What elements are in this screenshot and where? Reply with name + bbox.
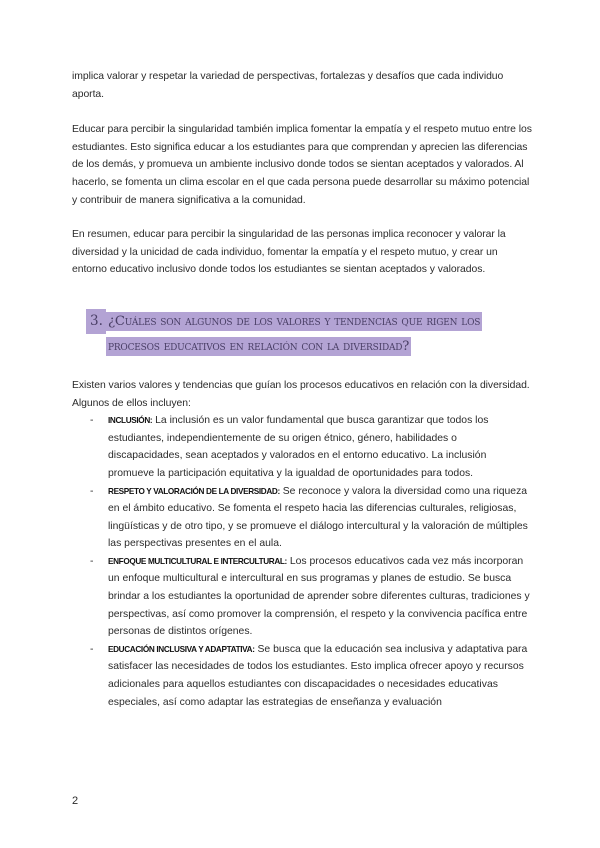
section-heading xyxy=(86,309,510,359)
bullet-dash: - xyxy=(90,415,94,427)
list-item-term: ENFOQUE MULTICULTURAL E INTERCULTURAL: xyxy=(108,556,287,566)
section-number: 3. xyxy=(86,309,106,334)
document-page xyxy=(72,68,532,711)
list-item xyxy=(72,553,532,641)
list-item-text: Los procesos educativos cada vez más incorporan un enfoque multicultural e intercultural en sus programas y planes de estudio. Se busca brindar a los estudiantes la oportunidad de aprender sobre diferentes culturas, tradiciones y perspectivas, así como promover la comprensión, el respeto y la convivencia pacífica entre personas de distintos orígenes. xyxy=(108,555,530,638)
page-number: 2 xyxy=(72,795,79,807)
section-title-block xyxy=(106,309,510,359)
list-item xyxy=(72,483,532,553)
list-intro: Existen varios valores y tendencias que guían los procesos educativos en relación con la diversidad. Algunos de ellos incluyen: xyxy=(72,379,530,409)
list-item-text: La inclusión es un valor fundamental que busca garantizar que todos los estudiantes, independientemente de su origen étnico, género, habilidades o discapacidades, sean aceptados y valorados en el entorno educativo. La inclusión promueve la participación equitativa y la igualdad de oportunidades para todos. xyxy=(108,415,489,479)
bullet-dash: - xyxy=(90,485,94,497)
list-item xyxy=(72,641,532,711)
list-item-term: RESPETO Y VALORACIÓN DE LA DIVERSIDAD: xyxy=(108,486,280,496)
paragraph-1: implica valorar y respetar la variedad de perspectivas, fortalezas y desafíos que cada individuo aporta. xyxy=(72,71,504,100)
bullet-dash: - xyxy=(90,643,94,655)
list-item xyxy=(72,412,532,482)
section-title: ¿Cuáles son algunos de los valores y tendencias que rigen los procesos educativos en relación con la diversidad? xyxy=(108,313,481,354)
paragraph-3: En resumen, educar para percibir la singularidad de las personas implica reconocer y valorar la diversidad y la unicidad de cada individuo, fomentar la empatía y el respeto mutuo, y crear un entorno educativo inclusivo donde todos los estudiantes se sientan aceptados y valorados. xyxy=(72,229,506,276)
list-item-text: Se reconoce y valora la diversidad como una riqueza en el ámbito educativo. Se fomenta el respeto hacia las diferencias culturales, religiosas, lingüísticas y de otro tipo, y se promueve el diálogo intercultural y la valoración de múltiples las perspectivas presentes en el aula. xyxy=(108,485,528,550)
list-item-term: INCLUSIÓN: xyxy=(108,416,153,426)
list-item-text: Se busca que la educación sea inclusiva y adaptativa para satisfacer las necesidades de todos los estudiantes. Esto implica ofrecer apoyo y recursos adicionales para aquellos estudiantes con discapacidades o necesidades educativas especiales, así como adaptar las estrategias de enseñanza y evaluación xyxy=(108,643,528,708)
values-list xyxy=(72,412,532,711)
paragraph-2: Educar para percibir la singularidad también implica fomentar la empatía y el respeto mutuo entre los estudiantes. Esto significa educar a los estudiantes para que comprendan y aprecien las diferencias de los demás, y promueva un ambiente inclusivo donde todos se sientan aceptados y valorados. Al hacerlo, se fomenta un clima escolar en el que cada persona puede desarrollar su máximo potencial y contribuir de manera significativa a la comunidad. xyxy=(72,124,532,206)
bullet-dash: - xyxy=(90,555,94,567)
list-item-term: EDUCACIÓN INCLUSIVA Y ADAPTATIVA: xyxy=(108,644,255,654)
